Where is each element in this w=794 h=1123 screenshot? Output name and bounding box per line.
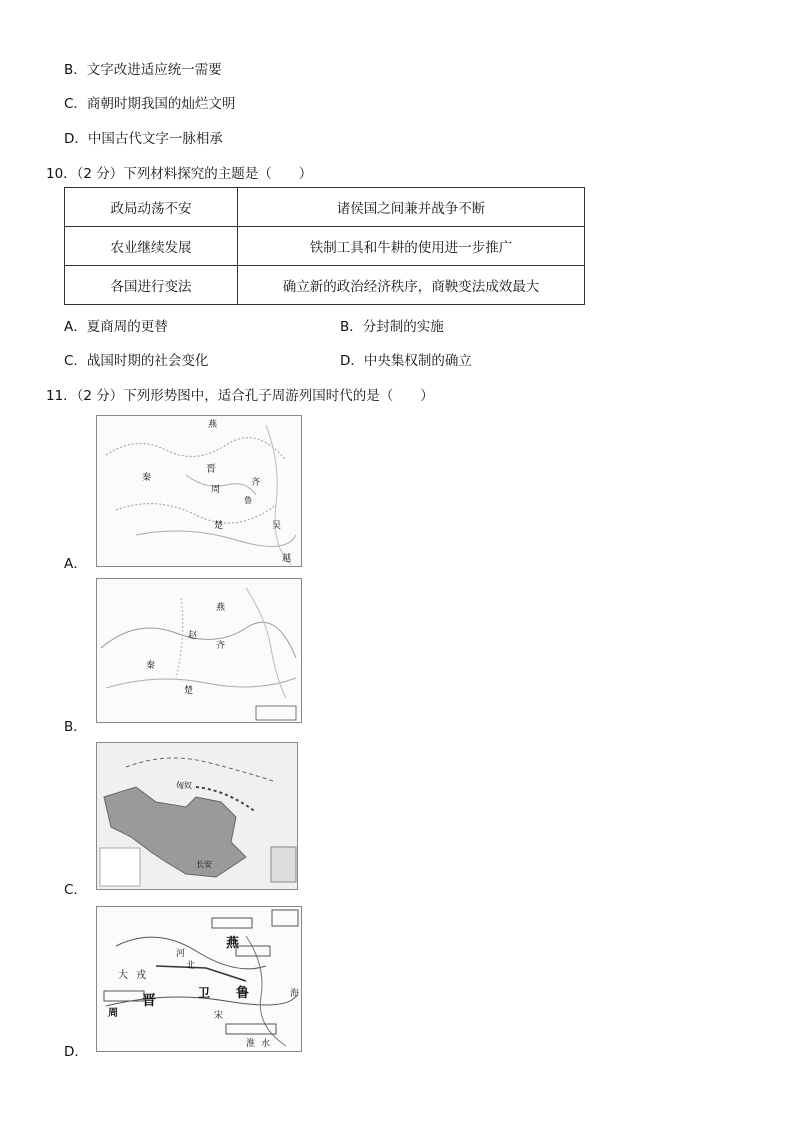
map-a-drawing (96, 415, 302, 567)
q11-map-b[interactable] (96, 578, 302, 723)
map-a-label: 鲁 (244, 496, 252, 505)
table-row (65, 188, 585, 227)
map-d-label: 海 (290, 989, 300, 999)
map-b-drawing (96, 578, 302, 723)
map-b-label: 楚 (184, 686, 194, 696)
q11-map-d[interactable] (96, 906, 302, 1052)
map-b-label: 燕 (216, 603, 226, 613)
map-c-label: 匈奴 (176, 781, 192, 790)
map-a-label: 燕 (208, 420, 218, 430)
map-d-label: 燕 (226, 936, 240, 951)
table-row (65, 266, 585, 305)
map-d-label: 晋 (142, 993, 156, 1009)
map-b-label: 齐 (216, 641, 226, 651)
map-d-label: 周 (108, 1008, 118, 1019)
q11-option-a-label[interactable]: A． (64, 556, 87, 572)
map-a-label: 越 (282, 554, 292, 564)
table-cell-topic: 农业继续发展 (65, 227, 238, 266)
q11-option-c-label[interactable]: C． (64, 882, 87, 898)
q11-option-d-label[interactable]: D． (64, 1044, 88, 1060)
table-row (65, 227, 585, 266)
q11-map-a[interactable] (96, 415, 302, 567)
table-cell-topic: 各国进行变法 (65, 266, 238, 305)
table-cell-detail: 铁制工具和牛耕的使用进一步推广 (238, 227, 585, 266)
map-b-label: 赵 (188, 631, 198, 641)
map-a-label: 周 (211, 485, 221, 495)
q10-option-b[interactable]: B．分封制的实施 (340, 319, 444, 335)
map-d-label: 宋 (214, 1011, 224, 1021)
map-d-label: 河 (176, 949, 186, 959)
map-d-label: 卫 (198, 986, 211, 1000)
map-a-label: 秦 (142, 473, 152, 483)
map-d-label: 淮 (246, 1039, 256, 1049)
map-a-label: 楚 (214, 521, 224, 531)
map-d-label: 鲁 (236, 986, 250, 1001)
table-cell-detail: 诸侯国之间兼并战争不断 (238, 188, 585, 227)
map-d-label: 水 (261, 1039, 271, 1049)
q9-option-d[interactable]: D．中国古代文字一脉相承 (64, 131, 223, 147)
table-cell-topic: 政局动荡不安 (65, 188, 238, 227)
map-d-label: 大 (118, 970, 128, 981)
q10-stem: 10．（2 分）下列材料探究的主题是（ ） (46, 166, 313, 182)
q10-option-d[interactable]: D．中央集权制的确立 (340, 353, 472, 369)
map-a-label: 齐 (251, 478, 261, 488)
map-a-label: 吴 (272, 521, 282, 531)
table-cell-detail: 确立新的政治经济秩序，商鞅变法成效最大 (238, 266, 585, 305)
q9-option-c[interactable]: C．商朝时期我国的灿烂文明 (64, 96, 236, 112)
q11-map-c[interactable] (96, 742, 298, 890)
map-d-label: 北 (186, 961, 196, 971)
map-a-label: 晋 (206, 464, 216, 475)
map-b-label: 秦 (146, 661, 156, 671)
q11-option-b-label[interactable]: B． (64, 719, 87, 735)
q10-option-a[interactable]: A．夏商周的更替 (64, 319, 168, 335)
q9-option-b[interactable]: B．文字改进适应统一需要 (64, 62, 222, 78)
map-d-label: 戎 (136, 970, 146, 981)
q10-material-table (64, 187, 585, 305)
q10-option-c[interactable]: C．战国时期的社会变化 (64, 353, 209, 369)
map-c-label: 长安 (196, 860, 212, 869)
q11-stem: 11．（2 分）下列形势图中，适合孔子周游列国时代的是（ ） (46, 388, 434, 404)
